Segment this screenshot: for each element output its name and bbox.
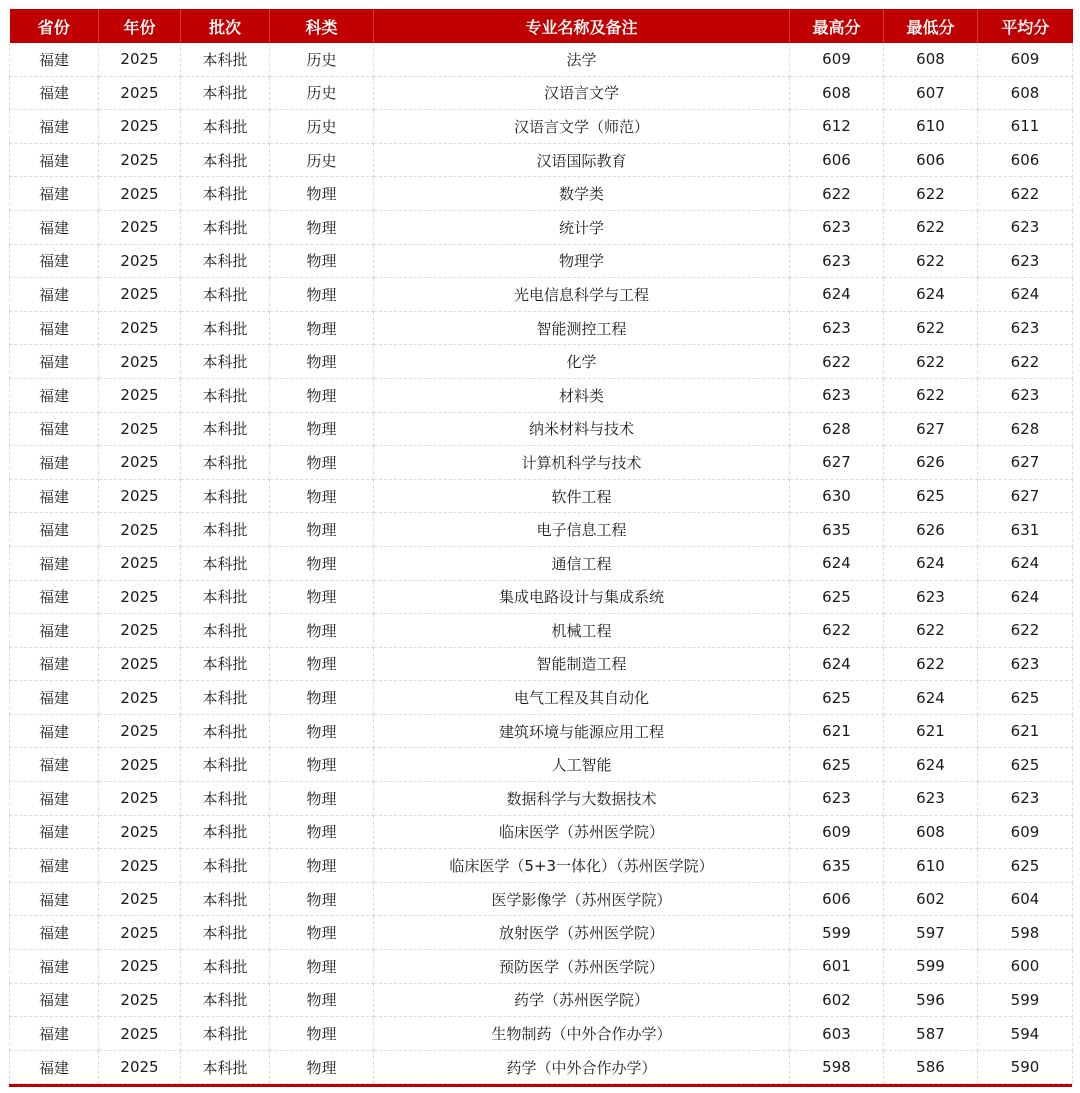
cell-max-score: 601 — [790, 950, 884, 984]
cell-min-score: 623 — [884, 782, 978, 816]
cell-batch: 本科批 — [181, 43, 270, 76]
cell-min-score: 608 — [884, 815, 978, 849]
cell-province: 福建 — [10, 983, 99, 1017]
cell-major: 统计学 — [374, 210, 790, 244]
cell-province: 福建 — [10, 614, 99, 648]
cell-major: 法学 — [374, 43, 790, 76]
cell-year: 2025 — [99, 815, 181, 849]
cell-year: 2025 — [99, 546, 181, 580]
cell-avg-score: 611 — [978, 110, 1073, 144]
cell-subject: 历史 — [270, 143, 374, 177]
cell-max-score: 606 — [790, 882, 884, 916]
cell-major: 汉语言文学（师范） — [374, 110, 790, 144]
header-province: 省份 — [10, 9, 99, 43]
table-row — [10, 916, 1073, 950]
table-row — [10, 76, 1073, 110]
cell-max-score: 628 — [790, 412, 884, 446]
cell-batch: 本科批 — [181, 446, 270, 480]
table-row — [10, 513, 1073, 547]
cell-max-score: 623 — [790, 244, 884, 278]
cell-province: 福建 — [10, 513, 99, 547]
table-row — [10, 177, 1073, 211]
cell-avg-score: 606 — [978, 143, 1073, 177]
cell-major: 软件工程 — [374, 479, 790, 513]
cell-major: 汉语言文学 — [374, 76, 790, 110]
cell-major: 放射医学（苏州医学院） — [374, 916, 790, 950]
cell-subject: 物理 — [270, 546, 374, 580]
cell-major: 智能制造工程 — [374, 647, 790, 681]
cell-year: 2025 — [99, 1050, 181, 1084]
cell-province: 福建 — [10, 1050, 99, 1084]
cell-min-score: 597 — [884, 916, 978, 950]
cell-major: 集成电路设计与集成系统 — [374, 580, 790, 614]
cell-batch: 本科批 — [181, 378, 270, 412]
cell-year: 2025 — [99, 950, 181, 984]
cell-major: 机械工程 — [374, 614, 790, 648]
cell-batch: 本科批 — [181, 345, 270, 379]
table-row — [10, 311, 1073, 345]
cell-max-score: 630 — [790, 479, 884, 513]
cell-max-score: 622 — [790, 614, 884, 648]
cell-subject: 物理 — [270, 916, 374, 950]
table-row — [10, 782, 1073, 816]
table-row — [10, 244, 1073, 278]
cell-batch: 本科批 — [181, 546, 270, 580]
cell-year: 2025 — [99, 1017, 181, 1051]
cell-batch: 本科批 — [181, 580, 270, 614]
cell-year: 2025 — [99, 748, 181, 782]
cell-subject: 物理 — [270, 815, 374, 849]
cell-avg-score: 623 — [978, 210, 1073, 244]
table-row — [10, 378, 1073, 412]
cell-major: 光电信息科学与工程 — [374, 278, 790, 312]
cell-max-score: 598 — [790, 1050, 884, 1084]
cell-min-score: 587 — [884, 1017, 978, 1051]
cell-batch: 本科批 — [181, 1017, 270, 1051]
cell-avg-score: 623 — [978, 311, 1073, 345]
cell-year: 2025 — [99, 513, 181, 547]
table-row — [10, 110, 1073, 144]
cell-major: 药学（中外合作办学） — [374, 1050, 790, 1084]
cell-max-score: 599 — [790, 916, 884, 950]
cell-batch: 本科批 — [181, 882, 270, 916]
cell-batch: 本科批 — [181, 950, 270, 984]
cell-province: 福建 — [10, 210, 99, 244]
cell-batch: 本科批 — [181, 849, 270, 883]
table-row — [10, 43, 1073, 76]
cell-max-score: 608 — [790, 76, 884, 110]
cell-avg-score: 622 — [978, 177, 1073, 211]
cell-max-score: 623 — [790, 311, 884, 345]
cell-avg-score: 623 — [978, 647, 1073, 681]
cell-subject: 物理 — [270, 647, 374, 681]
cell-min-score: 626 — [884, 513, 978, 547]
cell-min-score: 627 — [884, 412, 978, 446]
cell-year: 2025 — [99, 681, 181, 715]
cell-major: 智能测控工程 — [374, 311, 790, 345]
cell-province: 福建 — [10, 244, 99, 278]
cell-avg-score: 625 — [978, 849, 1073, 883]
cell-max-score: 623 — [790, 378, 884, 412]
cell-batch: 本科批 — [181, 614, 270, 648]
cell-subject: 物理 — [270, 345, 374, 379]
cell-subject: 物理 — [270, 513, 374, 547]
cell-year: 2025 — [99, 412, 181, 446]
cell-year: 2025 — [99, 479, 181, 513]
cell-year: 2025 — [99, 916, 181, 950]
cell-avg-score: 623 — [978, 782, 1073, 816]
table-row — [10, 546, 1073, 580]
cell-batch: 本科批 — [181, 177, 270, 211]
cell-major: 电气工程及其自动化 — [374, 681, 790, 715]
cell-max-score: 624 — [790, 278, 884, 312]
cell-min-score: 624 — [884, 681, 978, 715]
cell-subject: 物理 — [270, 244, 374, 278]
cell-min-score: 622 — [884, 311, 978, 345]
cell-avg-score: 631 — [978, 513, 1073, 547]
cell-year: 2025 — [99, 580, 181, 614]
table-row — [10, 614, 1073, 648]
cell-batch: 本科批 — [181, 278, 270, 312]
cell-province: 福建 — [10, 1017, 99, 1051]
cell-min-score: 599 — [884, 950, 978, 984]
cell-max-score: 603 — [790, 1017, 884, 1051]
table-row — [10, 412, 1073, 446]
table-row — [10, 1017, 1073, 1051]
cell-avg-score: 609 — [978, 815, 1073, 849]
cell-batch: 本科批 — [181, 782, 270, 816]
cell-avg-score: 627 — [978, 479, 1073, 513]
cell-batch: 本科批 — [181, 681, 270, 715]
cell-avg-score: 627 — [978, 446, 1073, 480]
table-row — [10, 580, 1073, 614]
cell-subject: 物理 — [270, 210, 374, 244]
table-row — [10, 681, 1073, 715]
table-row — [10, 1050, 1073, 1084]
cell-min-score: 622 — [884, 614, 978, 648]
cell-major: 计算机科学与技术 — [374, 446, 790, 480]
cell-subject: 物理 — [270, 278, 374, 312]
cell-avg-score: 623 — [978, 378, 1073, 412]
cell-min-score: 622 — [884, 345, 978, 379]
cell-province: 福建 — [10, 849, 99, 883]
cell-max-score: 622 — [790, 345, 884, 379]
table-row — [10, 647, 1073, 681]
cell-batch: 本科批 — [181, 983, 270, 1017]
table-header — [10, 9, 1073, 43]
cell-year: 2025 — [99, 446, 181, 480]
cell-batch: 本科批 — [181, 748, 270, 782]
cell-batch: 本科批 — [181, 513, 270, 547]
cell-major: 药学（苏州医学院） — [374, 983, 790, 1017]
cell-min-score: 622 — [884, 210, 978, 244]
cell-major: 医学影像学（苏州医学院） — [374, 882, 790, 916]
cell-min-score: 596 — [884, 983, 978, 1017]
cell-avg-score: 628 — [978, 412, 1073, 446]
cell-min-score: 602 — [884, 882, 978, 916]
header-avg-score: 平均分 — [978, 9, 1073, 43]
cell-avg-score: 599 — [978, 983, 1073, 1017]
cell-year: 2025 — [99, 210, 181, 244]
cell-avg-score: 624 — [978, 580, 1073, 614]
cell-year: 2025 — [99, 849, 181, 883]
cell-batch: 本科批 — [181, 412, 270, 446]
cell-province: 福建 — [10, 782, 99, 816]
cell-min-score: 606 — [884, 143, 978, 177]
cell-max-score: 622 — [790, 177, 884, 211]
cell-major: 物理学 — [374, 244, 790, 278]
cell-major: 数据科学与大数据技术 — [374, 782, 790, 816]
cell-avg-score: 623 — [978, 244, 1073, 278]
cell-major: 电子信息工程 — [374, 513, 790, 547]
cell-year: 2025 — [99, 110, 181, 144]
cell-avg-score: 600 — [978, 950, 1073, 984]
cell-min-score: 586 — [884, 1050, 978, 1084]
table-row — [10, 210, 1073, 244]
cell-avg-score: 625 — [978, 748, 1073, 782]
cell-batch: 本科批 — [181, 647, 270, 681]
cell-subject: 物理 — [270, 882, 374, 916]
cell-year: 2025 — [99, 143, 181, 177]
cell-subject: 物理 — [270, 479, 374, 513]
cell-max-score: 625 — [790, 681, 884, 715]
cell-subject: 物理 — [270, 177, 374, 211]
table-row — [10, 714, 1073, 748]
cell-max-score: 635 — [790, 849, 884, 883]
cell-avg-score: 621 — [978, 714, 1073, 748]
cell-avg-score: 598 — [978, 916, 1073, 950]
cell-batch: 本科批 — [181, 76, 270, 110]
cell-max-score: 624 — [790, 546, 884, 580]
cell-max-score: 612 — [790, 110, 884, 144]
cell-min-score: 624 — [884, 546, 978, 580]
cell-avg-score: 608 — [978, 76, 1073, 110]
cell-min-score: 624 — [884, 278, 978, 312]
cell-province: 福建 — [10, 43, 99, 76]
score-table-container — [9, 9, 1072, 1087]
cell-max-score: 606 — [790, 143, 884, 177]
table-bottom-rule — [9, 1084, 1072, 1087]
table-row — [10, 849, 1073, 883]
cell-subject: 物理 — [270, 614, 374, 648]
cell-province: 福建 — [10, 479, 99, 513]
table-row — [10, 882, 1073, 916]
cell-batch: 本科批 — [181, 1050, 270, 1084]
cell-province: 福建 — [10, 345, 99, 379]
cell-min-score: 626 — [884, 446, 978, 480]
cell-batch: 本科批 — [181, 714, 270, 748]
cell-avg-score: 609 — [978, 43, 1073, 76]
cell-major: 生物制药（中外合作办学） — [374, 1017, 790, 1051]
cell-subject: 物理 — [270, 311, 374, 345]
cell-subject: 历史 — [270, 110, 374, 144]
cell-province: 福建 — [10, 580, 99, 614]
table-row — [10, 345, 1073, 379]
cell-min-score: 622 — [884, 378, 978, 412]
cell-min-score: 610 — [884, 849, 978, 883]
cell-province: 福建 — [10, 177, 99, 211]
table-row — [10, 278, 1073, 312]
cell-batch: 本科批 — [181, 479, 270, 513]
cell-province: 福建 — [10, 378, 99, 412]
cell-subject: 历史 — [270, 43, 374, 76]
cell-province: 福建 — [10, 681, 99, 715]
cell-min-score: 621 — [884, 714, 978, 748]
cell-min-score: 622 — [884, 647, 978, 681]
cell-subject: 物理 — [270, 950, 374, 984]
cell-subject: 物理 — [270, 1050, 374, 1084]
cell-province: 福建 — [10, 950, 99, 984]
table-row — [10, 479, 1073, 513]
cell-subject: 物理 — [270, 748, 374, 782]
header-subject: 科类 — [270, 9, 374, 43]
cell-min-score: 623 — [884, 580, 978, 614]
cell-province: 福建 — [10, 446, 99, 480]
cell-major: 临床医学（5+3一体化）（苏州医学院） — [374, 849, 790, 883]
cell-major: 临床医学（苏州医学院） — [374, 815, 790, 849]
cell-major: 建筑环境与能源应用工程 — [374, 714, 790, 748]
header-min-score: 最低分 — [884, 9, 978, 43]
cell-avg-score: 624 — [978, 278, 1073, 312]
cell-avg-score: 594 — [978, 1017, 1073, 1051]
cell-province: 福建 — [10, 76, 99, 110]
cell-year: 2025 — [99, 714, 181, 748]
table-row — [10, 446, 1073, 480]
cell-province: 福建 — [10, 278, 99, 312]
cell-avg-score: 604 — [978, 882, 1073, 916]
cell-year: 2025 — [99, 345, 181, 379]
cell-subject: 物理 — [270, 1017, 374, 1051]
cell-province: 福建 — [10, 546, 99, 580]
cell-batch: 本科批 — [181, 143, 270, 177]
cell-max-score: 623 — [790, 210, 884, 244]
cell-subject: 历史 — [270, 76, 374, 110]
cell-year: 2025 — [99, 76, 181, 110]
cell-subject: 物理 — [270, 681, 374, 715]
cell-major: 人工智能 — [374, 748, 790, 782]
cell-year: 2025 — [99, 882, 181, 916]
cell-year: 2025 — [99, 244, 181, 278]
cell-year: 2025 — [99, 647, 181, 681]
table-row — [10, 748, 1073, 782]
cell-avg-score: 625 — [978, 681, 1073, 715]
cell-avg-score: 622 — [978, 614, 1073, 648]
cell-max-score: 621 — [790, 714, 884, 748]
cell-max-score: 627 — [790, 446, 884, 480]
cell-subject: 物理 — [270, 849, 374, 883]
cell-province: 福建 — [10, 815, 99, 849]
cell-province: 福建 — [10, 748, 99, 782]
cell-province: 福建 — [10, 412, 99, 446]
cell-subject: 物理 — [270, 714, 374, 748]
cell-max-score: 624 — [790, 647, 884, 681]
cell-province: 福建 — [10, 311, 99, 345]
cell-year: 2025 — [99, 311, 181, 345]
header-year: 年份 — [99, 9, 181, 43]
cell-year: 2025 — [99, 782, 181, 816]
table-row — [10, 143, 1073, 177]
cell-year: 2025 — [99, 43, 181, 76]
cell-year: 2025 — [99, 983, 181, 1017]
table-row — [10, 983, 1073, 1017]
header-batch: 批次 — [181, 9, 270, 43]
cell-province: 福建 — [10, 882, 99, 916]
cell-major: 纳米材料与技术 — [374, 412, 790, 446]
cell-major: 通信工程 — [374, 546, 790, 580]
cell-year: 2025 — [99, 278, 181, 312]
cell-max-score: 609 — [790, 815, 884, 849]
cell-subject: 物理 — [270, 580, 374, 614]
header-major: 专业名称及备注 — [374, 9, 790, 43]
cell-min-score: 625 — [884, 479, 978, 513]
cell-province: 福建 — [10, 647, 99, 681]
cell-avg-score: 622 — [978, 345, 1073, 379]
table-row — [10, 815, 1073, 849]
cell-min-score: 624 — [884, 748, 978, 782]
cell-province: 福建 — [10, 916, 99, 950]
cell-major: 材料类 — [374, 378, 790, 412]
table-body — [10, 43, 1073, 1084]
cell-batch: 本科批 — [181, 244, 270, 278]
cell-major: 汉语国际教育 — [374, 143, 790, 177]
cell-max-score: 625 — [790, 748, 884, 782]
cell-major: 预防医学（苏州医学院） — [374, 950, 790, 984]
cell-min-score: 622 — [884, 177, 978, 211]
cell-max-score: 635 — [790, 513, 884, 547]
cell-major: 化学 — [374, 345, 790, 379]
cell-subject: 物理 — [270, 378, 374, 412]
cell-max-score: 625 — [790, 580, 884, 614]
cell-avg-score: 624 — [978, 546, 1073, 580]
cell-subject: 物理 — [270, 782, 374, 816]
cell-province: 福建 — [10, 110, 99, 144]
cell-batch: 本科批 — [181, 110, 270, 144]
admission-score-table — [9, 9, 1073, 1084]
cell-avg-score: 590 — [978, 1050, 1073, 1084]
cell-major: 数学类 — [374, 177, 790, 211]
cell-max-score: 623 — [790, 782, 884, 816]
cell-min-score: 608 — [884, 43, 978, 76]
cell-subject: 物理 — [270, 983, 374, 1017]
cell-year: 2025 — [99, 614, 181, 648]
cell-batch: 本科批 — [181, 916, 270, 950]
cell-batch: 本科批 — [181, 311, 270, 345]
cell-province: 福建 — [10, 714, 99, 748]
cell-min-score: 622 — [884, 244, 978, 278]
table-row — [10, 950, 1073, 984]
cell-province: 福建 — [10, 143, 99, 177]
cell-min-score: 610 — [884, 110, 978, 144]
cell-subject: 物理 — [270, 412, 374, 446]
cell-max-score: 609 — [790, 43, 884, 76]
header-row — [10, 9, 1073, 43]
cell-subject: 物理 — [270, 446, 374, 480]
cell-year: 2025 — [99, 177, 181, 211]
cell-batch: 本科批 — [181, 210, 270, 244]
cell-year: 2025 — [99, 378, 181, 412]
cell-max-score: 602 — [790, 983, 884, 1017]
cell-batch: 本科批 — [181, 815, 270, 849]
cell-min-score: 607 — [884, 76, 978, 110]
header-max-score: 最高分 — [790, 9, 884, 43]
